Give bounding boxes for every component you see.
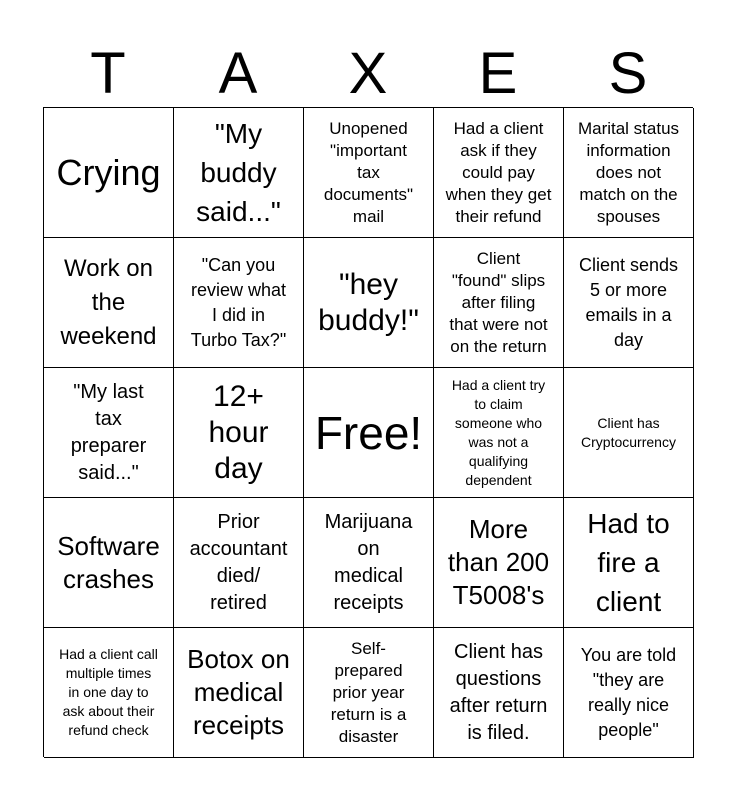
bingo-cell-r5c4[interactable] bbox=[434, 628, 564, 758]
cell-text: Client sends 5 or more emails in a day bbox=[578, 254, 679, 350]
bingo-cell-r1c3[interactable] bbox=[304, 108, 434, 238]
bingo-cell-r3c2[interactable] bbox=[174, 368, 304, 498]
cell-text: Had a client ask if they could pay when they get their refund bbox=[445, 118, 552, 226]
cell-text: Botox on medical receipts bbox=[187, 644, 290, 740]
cell-text: Software crashes bbox=[57, 530, 160, 594]
bingo-cell-r5c5[interactable] bbox=[564, 628, 694, 758]
cell-text: Marijuana on medical receipts bbox=[324, 510, 413, 614]
bingo-cell-r4c4[interactable] bbox=[434, 498, 564, 628]
cell-text: Client has Cryptocurrency bbox=[581, 414, 676, 450]
cell-text: Client has questions after return is filed. bbox=[449, 640, 548, 744]
bingo-cell-r5c2[interactable] bbox=[174, 628, 304, 758]
cell-text: "Can you review what I did in Turbo Tax?" bbox=[190, 254, 287, 350]
header-letter-e: E bbox=[478, 41, 518, 106]
bingo-cell-r3c5[interactable] bbox=[564, 368, 694, 498]
bingo-cell-free[interactable] bbox=[304, 368, 434, 498]
cell-text: Self- prepared prior year return is a disaster bbox=[330, 638, 407, 746]
cell-text: 12+ hour day bbox=[208, 379, 269, 485]
cell-text: You are told "they are really nice people" bbox=[580, 644, 677, 740]
cell-text: Had a client try to claim someone who was not a qualifying dependent bbox=[451, 376, 546, 488]
cell-text: Prior accountant died/ retired bbox=[189, 510, 288, 614]
bingo-cell-r3c4[interactable] bbox=[434, 368, 564, 498]
cell-text: Unopened "important tax documents" mail bbox=[323, 118, 414, 226]
bingo-cell-r4c5[interactable] bbox=[564, 498, 694, 628]
bingo-grid bbox=[43, 107, 693, 757]
bingo-cell-r5c3[interactable] bbox=[304, 628, 434, 758]
header-letter-t: T bbox=[90, 41, 126, 106]
bingo-cell-r1c1[interactable] bbox=[44, 108, 174, 238]
bingo-cell-r1c5[interactable] bbox=[564, 108, 694, 238]
header-letter-x: X bbox=[348, 41, 388, 106]
header-letter-a: A bbox=[218, 41, 258, 106]
bingo-header bbox=[43, 40, 693, 108]
cell-text: Crying bbox=[56, 151, 161, 193]
bingo-cell-r4c1[interactable] bbox=[44, 498, 174, 628]
bingo-cell-r2c4[interactable] bbox=[434, 238, 564, 368]
cell-text: Marital status information does not match on the spouses bbox=[577, 118, 680, 226]
cell-text: More than 200 T5008's bbox=[447, 514, 550, 610]
cell-text: Client "found" slips after filing that were not on the return bbox=[449, 248, 548, 356]
cell-text: Had to fire a client bbox=[587, 508, 670, 617]
bingo-cell-r5c1[interactable] bbox=[44, 628, 174, 758]
bingo-cell-r2c5[interactable] bbox=[564, 238, 694, 368]
cell-text: "My buddy said..." bbox=[196, 118, 281, 227]
bingo-cell-r2c2[interactable] bbox=[174, 238, 304, 368]
bingo-cell-r4c3[interactable] bbox=[304, 498, 434, 628]
bingo-cell-r1c2[interactable] bbox=[174, 108, 304, 238]
free-space-text: Free! bbox=[314, 406, 423, 459]
cell-text: Had a client call multiple times in one day to ask about their refund check bbox=[59, 646, 158, 738]
cell-text: "My last tax preparer said..." bbox=[70, 380, 147, 484]
bingo-cell-r2c3[interactable] bbox=[304, 238, 434, 368]
cell-text: "hey buddy!" bbox=[318, 267, 419, 337]
bingo-cell-r3c1[interactable] bbox=[44, 368, 174, 498]
bingo-cell-r2c1[interactable] bbox=[44, 238, 174, 368]
header-letter-s: S bbox=[608, 41, 648, 106]
bingo-cell-r4c2[interactable] bbox=[174, 498, 304, 628]
bingo-cell-r1c4[interactable] bbox=[434, 108, 564, 238]
cell-text: Work on the weekend bbox=[60, 254, 157, 350]
